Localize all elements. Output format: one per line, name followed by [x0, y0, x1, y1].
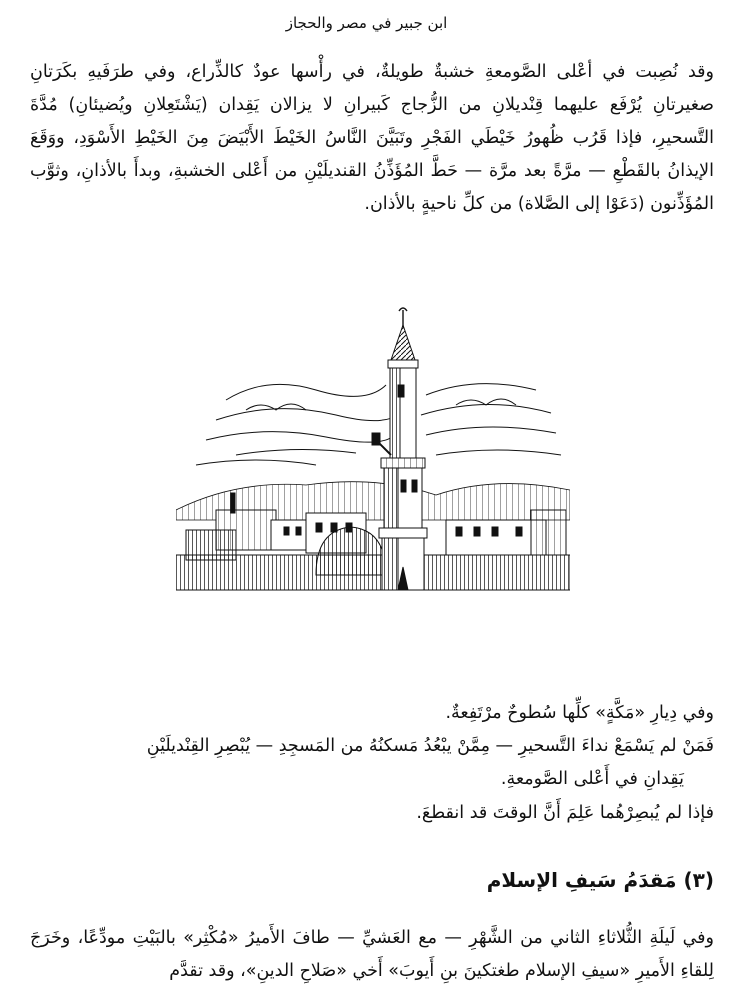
clouds — [196, 384, 561, 465]
foreground — [176, 555, 570, 590]
verse-line-2: فَمَنْ لم يَسْمَعْ نداءَ التَّسحيرِ — مِمَّنْ يبْعُدُ مَسكنُهُ من المَسجِدِ — يُبْصِرِ القِنْديلَيْنِ — [146, 736, 714, 756]
minaret-illustration — [176, 305, 570, 605]
verse-line-1: وفي دِيارِ «مَكَّةٍ» كلِّها سُطوحٌ مرْتَفِعةٌ. — [445, 703, 714, 723]
paragraph-minaret-lanterns: وقد نُصِبت في أعْلى الصَّومعةِ خشبةٌ طويلةٌ، في رأْسها عودٌ كالذِّراع، وفي طرَفَيهِ بكَرَتانِ صغيرتانِ يُرْفَع عليهما قِنْديلانِ من الزُّجاج كَبيرانِ لا يزالان يَقِدان (يَشْتَعِلانِ ويُضيئانِ) مُدَّةَ التَّسحيرِ، فإذا قَرُب ظُهورُ خَيْطَي الفَجْرِ وتَبَيَّنَ النَّاسُ الخَيْطَ الأَبْيَضَ مِنَ الخَيْطِ الأَسْوَدِ، ووَقَعَ الإيذانُ بالقَطْعِ — مرَّةً بعد مرَّة — حَطَّ المُؤَذِّنُ القنديلَيْنِ من أَعْلى الخشبةِ، وبدأَ بالأذانِ، وثوَّب المُؤَذِّنون (دَعَوْا إلى الصَّلاة) من كلِّ ناحيةٍ بالأذان. — [30, 62, 714, 214]
paragraph-sword-of-islam: وفي لَيلَةِ الثُّلاثاءِ الثاني من الشَّهْرِ — مع العَشيِّ — طافَ الأَميرُ «مُكْثِر» بالبَيْتِ مودِّعًا، وخَرَجَ لِلقاءِ الأَميرِ «سيفِ الإسلام طغتكينَ بنِ أَيوبَ» أَخي «صَلاحِ الدينِ»، وقد تقدَّم — [30, 928, 714, 981]
verse-line-3: يَقِدانِ في أَعْلى الصَّومعةِ. — [500, 769, 684, 789]
section-heading: (٣) مَقدَمُ سَيفِ الإسلام — [486, 868, 714, 892]
verse-line-4: فإذا لم يُبصِرْهُما عَلِمَ أَنَّ الوقتَ قد انقطعَ. — [416, 803, 714, 823]
running-title: ابن جبير في مصر والحجاز — [285, 14, 448, 32]
